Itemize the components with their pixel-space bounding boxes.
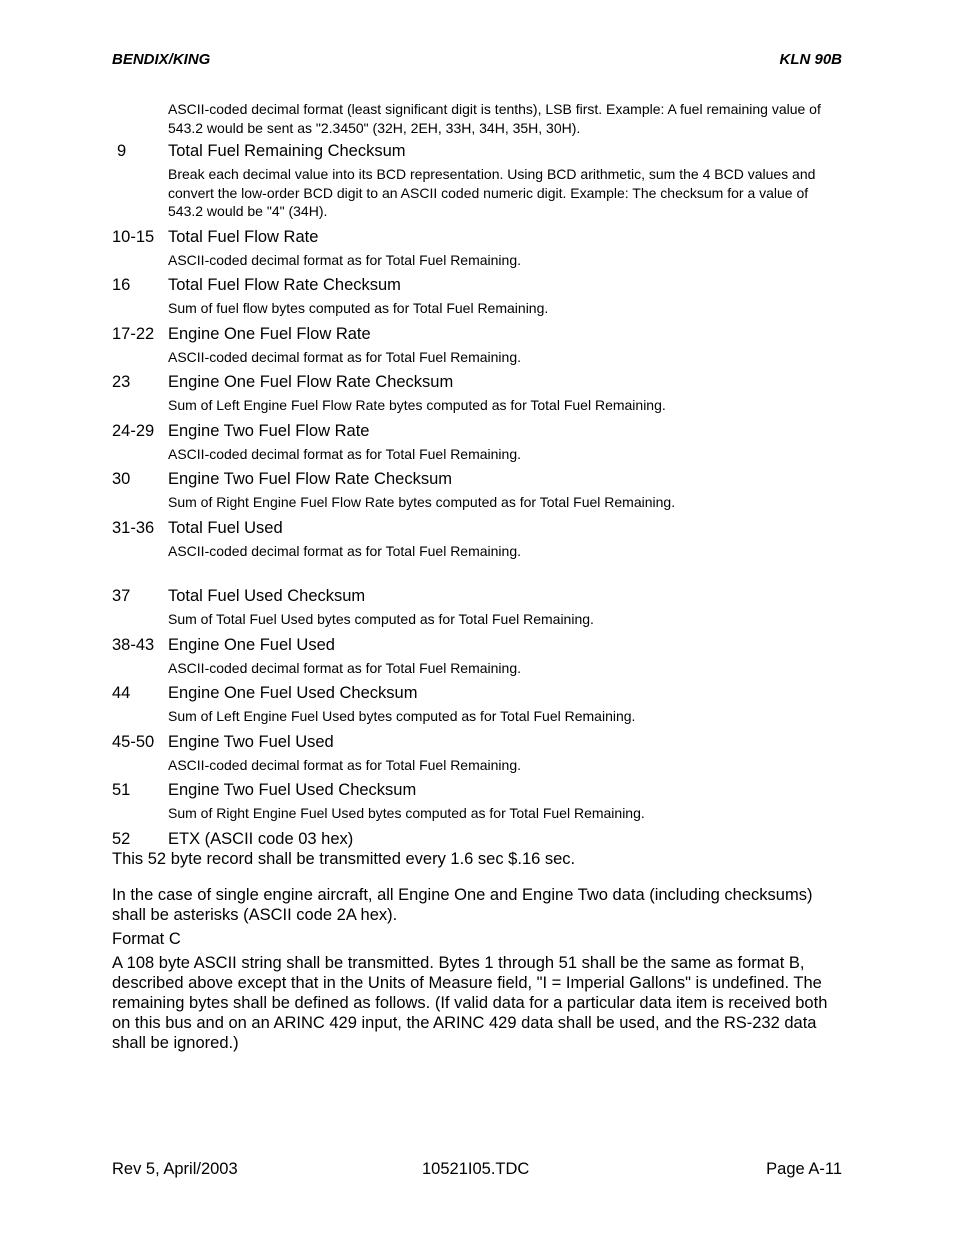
entry-description: Break each decimal value into its BCD representation. Using BCD arithmetic, sum the 4 BCD values and convert the low-order BCD digit to an ASCII coded numeric digit. Example: The checksum for a value of 543.2 would be "4" (34H). — [168, 166, 816, 219]
entry-description: Sum of Left Engine Fuel Flow Rate bytes computed as for Total Fuel Remaining. — [168, 397, 666, 413]
entry-title: ETX (ASCII code 03 hex) — [168, 829, 354, 848]
entry-title: Total Fuel Remaining Checksum — [168, 142, 406, 160]
entry-title: Engine One Fuel Used Checksum — [168, 684, 418, 702]
entry-description: Sum of Right Engine Fuel Flow Rate bytes computed as for Total Fuel Remaining. — [168, 494, 676, 510]
entry-description: Sum of fuel flow bytes computed as for Total Fuel Remaining. — [168, 300, 549, 316]
entry-16 — [112, 275, 842, 318]
entry-number: 38-43 — [112, 635, 155, 654]
entry-title: Total Fuel Used — [168, 518, 283, 537]
entry-description: ASCII-coded decimal format as for Total Fuel Remaining. — [168, 756, 522, 773]
page-footer — [112, 1160, 842, 1182]
entry-description: ASCII-coded decimal format as for Total Fuel Remaining. — [168, 542, 522, 559]
entry-number: 52 — [112, 829, 131, 848]
page-header — [112, 51, 842, 71]
transmit-paragraph: This 52 byte record shall be transmitted every 1.6 sec $.16 sec. — [112, 849, 576, 868]
entry-description: ASCII-coded decimal format as for Total Fuel Remaining. — [168, 251, 522, 268]
entry-38-43 — [112, 635, 842, 678]
entry-30 — [112, 469, 842, 512]
entry-number: 30 — [112, 470, 131, 488]
page-content — [112, 100, 842, 1053]
entry-number: 16 — [112, 276, 131, 294]
entry-title: Total Fuel Flow Rate — [168, 227, 319, 246]
format-c-paragraph: A 108 byte ASCII string shall be transmitted. Bytes 1 through 51 shall be the same as format B, described above except that in the Units of Measure field, "I = Imperial Gallons" is undefined. The remaining bytes shall be defined as follows. (If valid data for a particular data item is received both on this bus and on an ARINC 429 input, the ARINC 429 data shall be used, and the RS-232 data shall be ignored.) — [112, 953, 828, 1052]
entry-title: Total Fuel Used Checksum — [168, 587, 366, 605]
header-model: KLN 90B — [779, 51, 842, 68]
format-c-heading: Format C — [112, 929, 181, 948]
entry-description: Sum of Right Engine Fuel Used bytes computed as for Total Fuel Remaining. — [168, 805, 645, 821]
entry-17-22 — [112, 324, 842, 367]
entry-title: Engine One Fuel Used — [168, 635, 335, 654]
entry-title: Engine One Fuel Flow Rate Checksum — [168, 373, 454, 391]
spacer — [112, 566, 842, 586]
entry-number: 24-29 — [112, 421, 155, 440]
footer-page-number: Page A-11 — [766, 1160, 842, 1178]
header-brand: BENDIX/KING — [112, 51, 211, 68]
entry-24-29 — [112, 421, 842, 464]
entry-title: Engine Two Fuel Used — [168, 732, 334, 751]
entry-description: Sum of Total Fuel Used bytes computed as for Total Fuel Remaining. — [168, 611, 594, 627]
entry-title: Engine Two Fuel Flow Rate — [168, 421, 370, 440]
entry-title: Engine One Fuel Flow Rate — [168, 324, 371, 343]
entry-52 — [112, 829, 842, 849]
entry-number: 44 — [112, 684, 131, 702]
intro-description: ASCII-coded decimal format (least significant digit is tenths), LSB first. Example: A fuel remaining value of 543.2 would be sent as "2.3450" (32H, 2EH, 33H, 34H, 35H, 30H). — [168, 101, 821, 136]
entry-title: Engine Two Fuel Used Checksum — [168, 781, 417, 799]
entry-number: 37 — [112, 587, 131, 605]
entry-45-50 — [112, 732, 842, 775]
entry-description: ASCII-coded decimal format as for Total Fuel Remaining. — [168, 348, 522, 365]
entry-number: 17-22 — [112, 324, 155, 343]
single-engine-paragraph: In the case of single engine aircraft, all Engine One and Engine Two data (including checksums) shall be asterisks (ASCII code 2A hex). — [112, 885, 813, 924]
entry-number: 51 — [112, 781, 131, 799]
entry-31-36 — [112, 518, 842, 561]
entry-title: Total Fuel Flow Rate Checksum — [168, 276, 401, 294]
entry-number: 31-36 — [112, 518, 155, 537]
entry-description: ASCII-coded decimal format as for Total Fuel Remaining. — [168, 659, 522, 676]
entry-number: 9 — [117, 142, 127, 160]
footer-revision: Rev 5, April/2003 — [112, 1160, 238, 1178]
entry-description: Sum of Left Engine Fuel Used bytes computed as for Total Fuel Remaining. — [168, 708, 636, 724]
footer-document-id: 10521I05.TDC — [422, 1160, 530, 1178]
entry-number: 45-50 — [112, 732, 155, 751]
entry-description: ASCII-coded decimal format as for Total Fuel Remaining. — [168, 445, 522, 462]
entry-23 — [112, 372, 842, 415]
entry-10-15 — [112, 227, 842, 270]
entry-title: Engine Two Fuel Flow Rate Checksum — [168, 470, 452, 488]
entry-44 — [112, 683, 842, 726]
entry-number: 23 — [112, 373, 131, 391]
entry-number: 10-15 — [112, 227, 155, 246]
entry-51 — [112, 780, 842, 823]
entry-37 — [112, 586, 842, 629]
entry-9 — [112, 141, 842, 221]
